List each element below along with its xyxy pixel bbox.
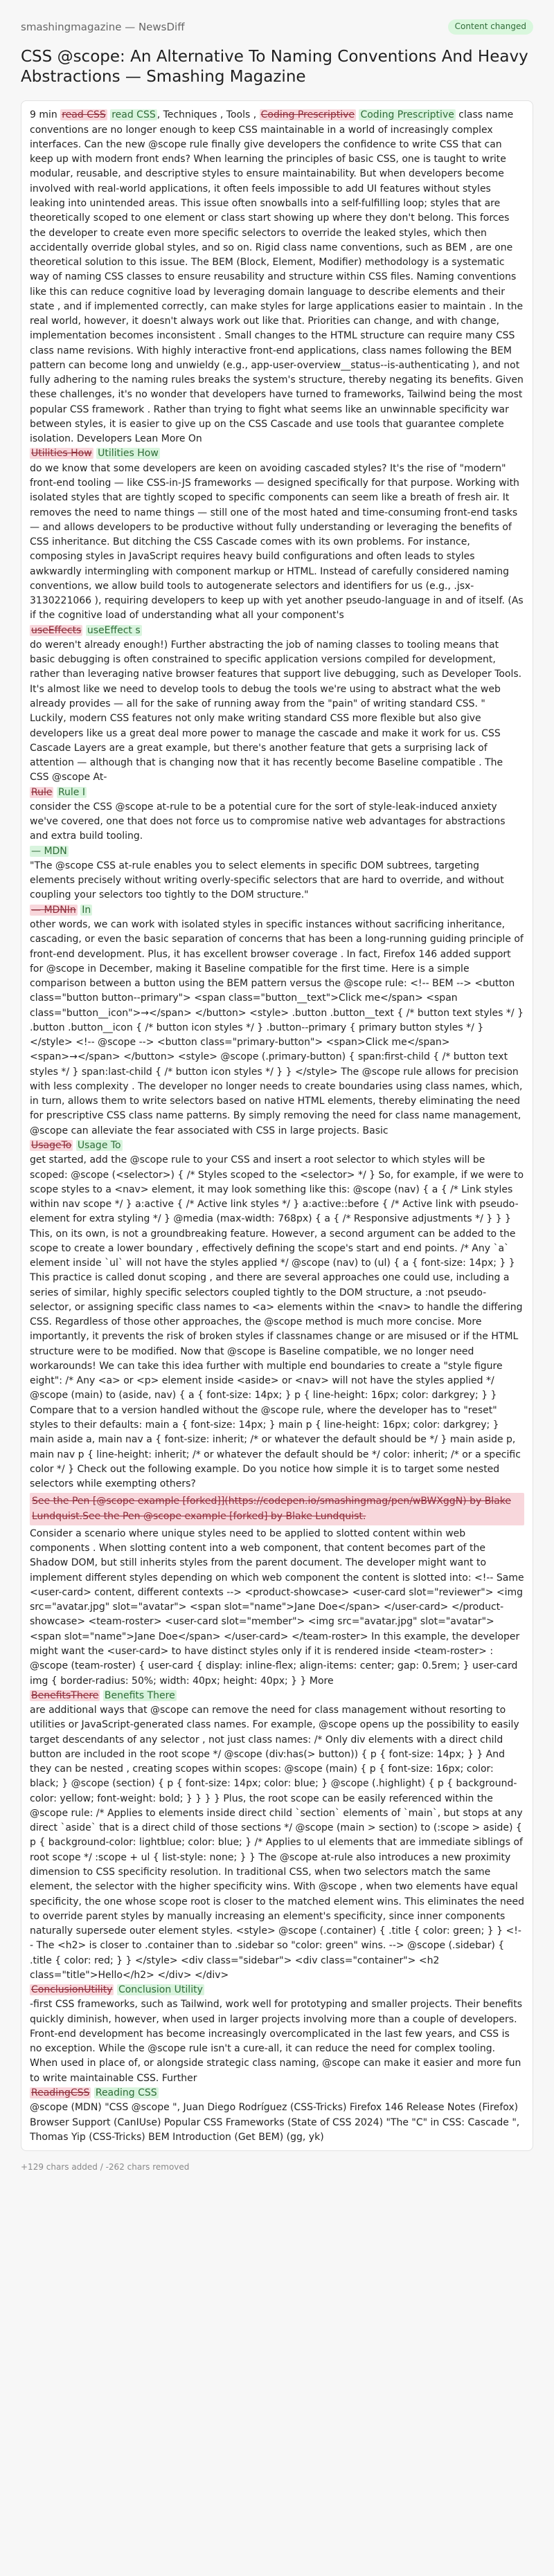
section-body: are additional ways that @scope can remove the need for class management without resorting to utilities or JavaScript-generated class names. For example, @scope opens up the possibility to easily target descendants of any selector , not just class names: /* Only div elements with a direct child button are included in the root scope */ @scope (div:has(> button)) { p { font-size: 14px; } } And they can be nested , creating scopes within scopes: @scope (main) { p { font-size: 16px; color: black; } @scope (section) { p { font-size: 14px; color: blue; } @scope (.highlight) { p { background-color: yellow; font-weight: bold; } } } } Plus, the root scope can be easily referenced within the @scope rule: /* Applies to elements inside direct child `section` elements of `main`, but stops at any direct `aside` that is a direct child of those sections */ @scope (main > section) to (:scope > aside) { p { background-color: lightblue; color: blue; } /* Applies to ul elements that are immediate siblings of root scope */ :scope + ul { list-style: none; } } The @scope at-rule also introduces a new proximity dimension to CSS specificity resolution. In traditional CSS, when two selectors match the same element, the selector with the higher specificity wins. With @scope , when two elements have equal specificity, the one whose scope root is closer to the matched element wins. This eliminates the need to override parent styles by manually increasing an element's specificity, since inner components naturally supersede outer element styles. <style> @scope (.container) { .title { color: green; } } <!-- The <h2> is closer to .container than to .sidebar so "color: green" wins. --> @scope (.sidebar) { .title { color: red; } } </style> <div class="sidebar"> <div class="container"> <h2 class="title">Hello</h2> </div> </div> <box>30 1705 524 1981</box>
categories-text: , Techniques , Tools , <box>157 109 260 121</box>
change-count: +129 chars added / -262 chars removed <box>21 2162 190 2173</box>
added-text: Coding Prescriptive <box>360 109 454 121</box>
section-body: other words, we can work with isolated styles in specific instances without sacrificing inheritance, cascading, or even the basic separation of concerns that has been a long-running guiding principle of front-end development. Plus, it has excellent browser coverage . In fact, Firefox 146 added support for @scope in December, making it Baseline compatible for the first time. Here is a simple comparison between a button using the BEM pattern versus the @scope rule: <!-- BEM --> <button class="button button--primary"> <span class="button__text">Click me</span> <span class="button__icon">→</span> </button> <style> .button .button__text { /* button text styles */ } .button .button__icon { /* button icon styles */ } .button--primary { primary button styles */ } </style> <!-- @scope --> <button class="primary-button"> <span>Click me</span> <span>→</span> </button> <style> @scope (.primary-button) { span:first-child { /* button text styles */ } span:last-child { /* button icon styles */ } } </style> The @scope rule allows for precision with less complexity . The developer no longer needs to create boundaries using class names, which, in turn, allows them to write selectors based on native HTML elements, thereby eliminating the need for prescriptive CSS class name patterns. By simply removing the need for class name management, @scope can alleviate the fear associated with CSS in large projects. Basic <box>30 918 524 1136</box>
section-body: get started, add the @scope rule to your CSS and insert a root selector to which styles will be scoped: @scope (<selector>) { /* Styles scoped to the <selector> */ } So, for example, if we were to scope styles to a <nav> element, it may look something like this: @scope (nav) { a { /* Link styles within nav scope */ } a:active { /* Active link styles */ } a:active::before { /* Active link with pseudo-element for extra styling */ } @media (max-width: 768px) { a { /* Responsive adjustments */ } } } This, on its own, is not a groundbreaking feature. However, a second argument can be added to the scope to create a lower boundary , effectively defining the scope's start and end points. /* Any `a` element inside `ul` will not have the styles applied */ @scope (nav) to (ul) { a { font-size: 14px; } } This practice is called donut scoping , and there are several approaches one could use, including a series of similar, highly specific selectors coupled tightly to the DOM structure, a :not pseudo-selector, or assigning specific class names to <a> elements within the <nav> to handle the differing CSS. Regardless of those other approaches, the @scope method is much more concise. More importantly, it prevents the risk of broken styles if classnames change or are misused or if the HTML structure were to be modified. Now that @scope is Baseline compatible, we no longer need workarounds! We can take this idea further with multiple end boundaries to create a "style figure eight": /* Any <a> or <p> element inside <aside> or <nav> will not have the styles applied */ @scope (main) to (aside, nav) { a { font-size: 14px; } p { line-height: 16px; color: darkgrey; } } Compare that to a version handled without the @scope rule, where the developer has to "reset" styles to their defaults: main a { font-size: 14px; } main p { line-height: 16px; color: darkgrey; } main aside a, main nav a { font-size: inherit; /* or whatever the default should be */ } main aside p, main nav p { line-height: inherit; /* or whatever the default should be */ color: inherit; /* or a specific color */ } Check out the following example. Do you notice how simple it is to target some nested selectors while exempting others? <box>30 1154 524 1490</box>
removed-text: Coding Prescriptive <box>260 109 355 121</box>
diff-section-utilities <box>30 446 524 623</box>
section-body: consider the CSS @scope at-rule to be a potential cure for the sort of style-leak-induced anxiety we've covered, one that does not force us to compromise native web advantages for abstractions and extra build tooling. <box>30 801 506 842</box>
removed-heading: UsageTo <box>31 1139 72 1151</box>
added-text: read CSS <box>111 109 156 121</box>
removed-heading: Rule <box>31 786 53 798</box>
article-title: CSS @scope: An Alternative To Naming Conventions And Heavy Abstractions — Smashing Magazine <box>21 47 528 87</box>
diff-section-in <box>30 903 524 1139</box>
added-heading: Conclusion Utility <box>118 1984 203 1996</box>
diff-section-conclusion <box>30 1983 524 2086</box>
added-heading: Rule I <box>57 786 85 798</box>
removed-codepen-embed: See the Pen [@scope example [forked]](https://codepen.io/smashingmag/pen/wBWXggN) by Blake Lundquist.See the Pen @scope example [forked] by Blake Lundquist. <box>30 1493 524 1525</box>
site-name: smashingmagazine — NewsDiff <box>21 20 185 33</box>
added-heading: Usage To <box>77 1139 121 1151</box>
section-body: "The @scope CSS at-rule enables you to select elements in specific DOM subtrees, targeting elements precisely without writing overly-specific selectors that are hard to override, and without coupling your selectors too tightly to the DOM structure." <box>30 860 504 901</box>
added-heading: Reading CSS <box>95 2087 157 2098</box>
diff-section-rule <box>30 786 524 844</box>
diff-section-usage <box>30 1139 524 1491</box>
added-heading: useEffect s <box>87 624 141 636</box>
diff-section-intro <box>30 108 524 446</box>
added-heading: — MDN <box>31 845 67 857</box>
removed-text: read CSS <box>62 109 106 121</box>
section-body: do we know that some developers are keen on avoiding cascaded styles? It's the rise of "modern" front-end tooling — like CSS-in-JS frameworks — designed specifically for that purpose. Working with isolated styles that are tightly scoped to specific components can seem like a breath of fresh air. It removes the need to name things — still one of the most hated and time-consuming front-end tasks — and allows developers to be productive without fully understanding or leveraging the benefits of CSS inheritance. But ditching the CSS Cascade comes with its own problems. For instance, composing styles in JavaScript requires heavy build configurations and often leads to styles awkwardly intermingling with component markup or HTML. Instead of carefully considered naming conventions, we allow build tools to autogenerate selectors and identifiers for us (e.g., .jsx-3130221066 ), requiring developers to keep up with yet another pseudo-language in and of itself. (As if the cognitive load of understanding what all your component's <box>30 462 524 622</box>
section-body: Consider a scenario where unique styles need to be applied to slotted content within web components . When slotting content into a web component, that content becomes part of the Shadow DOM, but still inherits styles from the parent document. The developer might want to implement different styles depending on which web component the content is slotted into: <!-- Same <user-card> content, different contexts --> <product-showcase> <user-card slot="reviewer"> <img src="avatar.jpg" slot="avatar"> <span slot="name">Jane Doe</span> </user-card> </product-showcase> <team-roster> <user-card slot="member"> <img src="avatar.jpg" slot="avatar"> <span slot="name">Jane Doe</span> </user-card> </team-roster> In this example, the developer might want the <user-card> to have distinct styles only if it is rendered inside <team-roster> : @scope (team-roster) { user-card { display: inline-flex; align-items: center; gap: 0.5rem; } user-card img { border-radius: 50%; width: 40px; height: 40px; } } More <box>30 1527 524 1687</box>
added-heading: Utilities How <box>98 448 159 460</box>
diff-section-reading <box>30 2086 524 2145</box>
removed-heading: ReadingCSS <box>31 2087 90 2098</box>
diff-section-codepen <box>30 1493 524 1688</box>
section-body: do weren't already enough!) Further abstracting the job of naming classes to tooling means that basic debugging is often constrained to specific application versions compiled for development, rather than leveraging native browser features that support live debugging, such as Developer Tools. It's almost like we need to develop tools to debug the tools we're using to abstract what the web already provides — all for the sake of running away from the "pain" of writing standard CSS. " Luckily, modern CSS features not only make writing standard CSS more flexible but also give developers like us a great deal more power to manage the cascade and make it work for us. CSS Cascade Layers are a great example, but there's another feature that gets a surprising lack of attention — although that is changing now that it has recently become Baseline compatible . The CSS @scope At- <box>30 639 522 783</box>
top-bar <box>21 19 533 35</box>
section-body: class name conventions are no longer enough to keep CSS maintainable in a world of increasingly complex interfaces. Can the new @scope rule finally give developers the confidence to write CSS that can keep up with modern front ends? When learning the principles of basic CSS, one is taught to write modular, reusable, and descriptive styles to ensure maintainability. But when developers become involved with real-world applications, it often feels impossible to add UI features without styles leaking into unintended areas. This issue often snowballs into a self-fulfilling loop; styles that are theoretically scoped to one element or class start showing up where they don't belong. This forces the developer to create even more specific selectors to override the leaked styles, which then accidentally override global styles, and so on. Rigid class name conventions, such as BEM , are one theoretical solution to this issue. The BEM (Block, Element, Modifier) methodology is a systematic way of naming CSS classes to ensure reusability and structure within CSS files. Naming conventions like this can reduce cognitive load by leveraging domain language to describe elements and their state , and if implemented correctly, can make styles for large applications easier to maintain . In the real world, however, it doesn't always work out like that. Priorities can change, and with change, implementation becomes inconsistent . Small changes to the HTML structure can require many CSS class name revisions. With highly interactive front-end applications, class names following the BEM pattern can become long and unwieldy (e.g., app-user-overview__status--is-authenticating ), and not fully adhering to the naming rules breaks the system's structure, thereby negating its benefits. Given these challenges, it's no wonder that developers have turned to frameworks, Tailwind being the most popular CSS framework . Rather than trying to fight what seems like an unwinnable specificity war between styles, it is easier to give up on the CSS Cascade and use tools that guarantee complete isolation. Developers Lean More On <box>30 109 524 445</box>
content-changed-badge: Content changed <box>448 19 533 35</box>
section-body: @scope (MDN) "CSS @scope ", Juan Diego Rodríguez (CSS-Tricks) Firefox 146 Release Notes (Firefox) Browser Support (CanIUse) Popular CSS Frameworks (State of CSS 2024) "The "C" in CSS: Cascade ", Thomas Yip (CSS-Tricks) BEM Introduction (Get BEM) (gg, yk) <box>30 2102 520 2143</box>
diff-section-benefits <box>30 1689 524 1983</box>
section-body: -first CSS frameworks, such as Tailwind, work well for prototyping and smaller projects. Their benefits quickly diminish, however, when used in larger projects involving more than a couple of developers. Front-end development has become increasingly overcomplicated in the last few years, and CSS is no exception. While the @scope rule isn't a cure-all, it can reduce the need for complex tooling. When used in place of, or alongside strategic class naming, @scope can make it easier and more fun to write maintainable CSS. Further <box>30 1999 522 2084</box>
removed-heading: BenefitsThere <box>31 1689 99 1701</box>
removed-heading: useEffects <box>31 624 82 636</box>
added-heading: Benefits There <box>104 1689 175 1701</box>
removed-heading: — MDNIn <box>31 904 76 916</box>
diff-card <box>21 100 533 2151</box>
removed-heading: Utilities How <box>31 448 92 460</box>
diff-summary <box>21 2162 533 2172</box>
diff-section-useeffects <box>30 624 524 786</box>
read-time-text: 9 min <box>30 109 61 121</box>
diff-section-mdn-quote <box>30 844 524 903</box>
removed-heading: ConclusionUtility <box>31 1984 113 1996</box>
added-heading: In <box>82 904 91 916</box>
